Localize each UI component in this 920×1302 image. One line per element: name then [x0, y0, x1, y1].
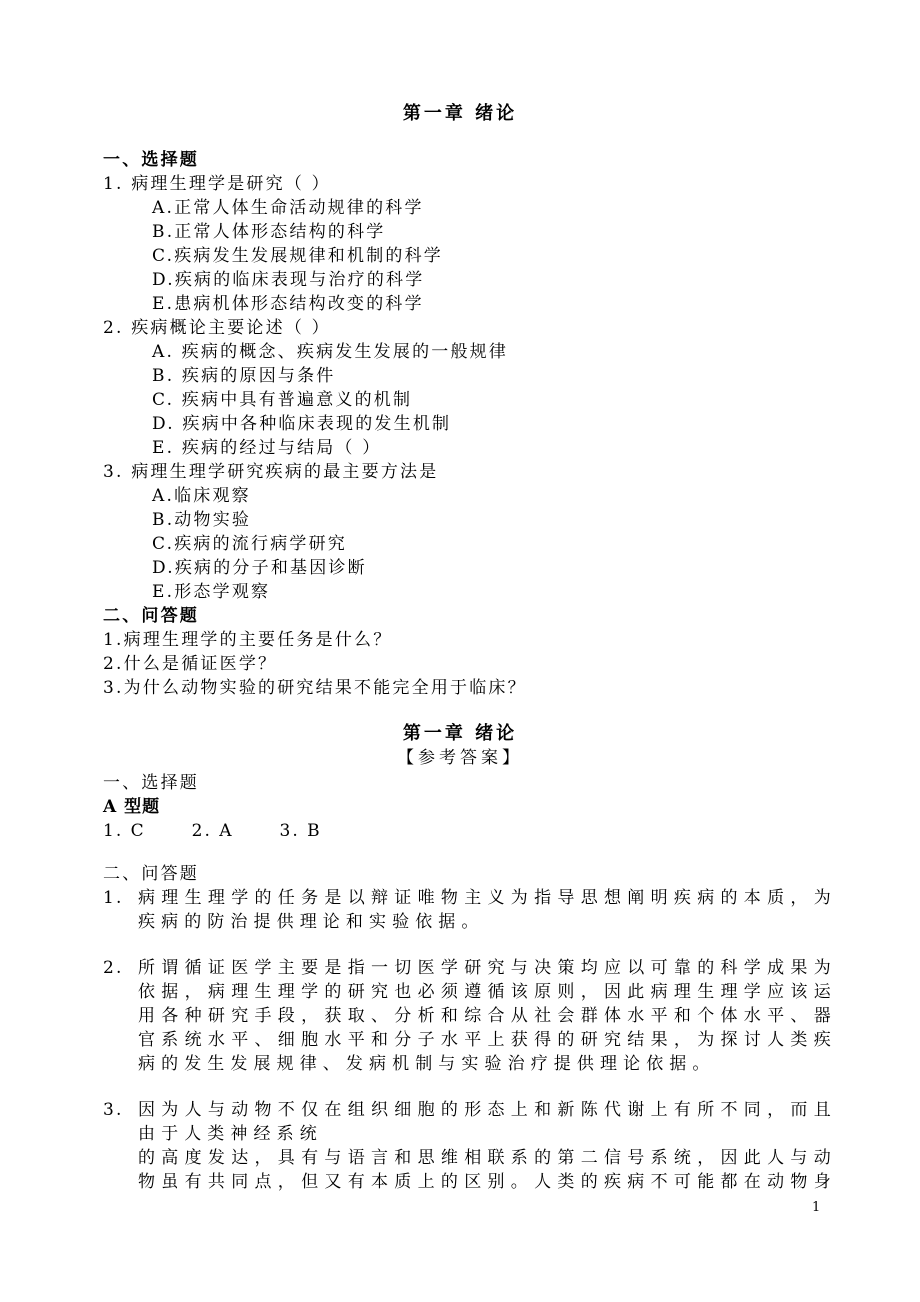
section-heading-short-answer: 二、问答题 [103, 606, 199, 626]
short-question-1: 1.病理生理学的主要任务是什么？ [103, 630, 393, 650]
question-1-option-a: A.正常人体生命活动规律的科学 [152, 198, 424, 218]
answer-3-number: 3. [103, 1100, 124, 1120]
answer-3-line-1: 因为人与动物不仅在组织细胞的形态上和新陈代谢上有所不同，而且 [138, 1100, 837, 1120]
question-3-option-e: E.形态学观察 [152, 582, 271, 602]
page-number: 1 [812, 1200, 821, 1215]
answer-3-line-4: 物虽有共同点，但又有本质上的区别。人类的疾病不可能都在动物身 [138, 1172, 837, 1192]
answers-section-heading-short: 二、问答题 [103, 864, 199, 884]
answer-2-line-4: 官系统水平、细胞水平和分子水平上获得的研究结果，为探讨人类疾 [138, 1030, 837, 1050]
answers-subtitle: 【参考答案】 [397, 748, 523, 768]
question-2-stem: 2. 疾病概论主要论述（ ） [103, 318, 331, 338]
question-1-option-c: C.疾病发生发展规律和机制的科学 [152, 246, 444, 266]
choice-answer-1: 1. C [103, 821, 146, 841]
answer-3-line-3: 的高度发达，具有与语言和思维相联系的第二信号系统，因此人与动 [138, 1148, 837, 1168]
choice-answer-row [103, 819, 322, 843]
answer-3-line-2: 由于人类神经系统 [138, 1124, 323, 1144]
answers-title: 第一章 绪论 [402, 723, 518, 744]
question-2-option-e: E. 疾病的经过与结局（ ） [152, 438, 382, 458]
question-1-stem: 1. 病理生理学是研究（ ） [103, 174, 331, 194]
question-2-option-d: D. 疾病中各种临床表现的发生机制 [152, 414, 452, 434]
short-question-2: 2.什么是循证医学？ [103, 654, 278, 674]
question-2-option-a: A. 疾病的概念、疾病发生发展的一般规律 [152, 342, 509, 362]
section-heading-choice: 一、选择题 [103, 150, 199, 170]
question-3-option-c: C.疾病的流行病学研究 [152, 534, 348, 554]
question-2-option-b: B. 疾病的原因与条件 [152, 366, 336, 386]
answer-2-line-3: 用各种研究手段，获取、分析和综合从社会群体水平和个体水平、器 [138, 1006, 837, 1026]
short-question-3: 3.为什么动物实验的研究结果不能完全用于临床？ [103, 678, 527, 698]
chapter-title: 第一章 绪论 [402, 103, 518, 124]
question-3-stem: 3. 病理生理学研究疾病的最主要方法是 [103, 462, 439, 482]
answer-1-line-1: 病理生理学的任务是以辩证唯物主义为指导思想阐明疾病的本质，为 [138, 888, 837, 908]
question-3-option-b: B.动物实验 [152, 510, 252, 530]
question-2-option-c: C. 疾病中具有普遍意义的机制 [152, 390, 413, 410]
answer-1-line-2: 疾病的防治提供理论和实验依据。 [138, 912, 485, 932]
question-1-option-b: B.正常人体形态结构的科学 [152, 222, 386, 242]
question-3-option-a: A.临床观察 [152, 486, 251, 506]
answer-2-line-1: 所谓循证医学主要是指一切医学研究与决策均应以可靠的科学成果为 [138, 958, 837, 978]
answer-2-line-5: 病的发生发展规律、发病机制与实验治疗提供理论依据。 [138, 1054, 716, 1074]
answer-2-line-2: 依据，病理生理学的研究也必须遵循该原则，因此病理生理学应该运 [138, 982, 837, 1002]
answer-1-number: 1. [103, 888, 124, 908]
choice-answer-2: 2. A [191, 821, 234, 841]
question-1-option-e: E.患病机体形态结构改变的科学 [152, 294, 424, 314]
answers-section-heading-choice: 一、选择题 [103, 773, 199, 793]
answer-2-number: 2. [103, 958, 124, 978]
question-1-option-d: D.疾病的临床表现与治疗的科学 [152, 270, 425, 290]
answers-type-heading: A 型题 [103, 797, 161, 817]
choice-answer-3: 3. B [279, 821, 322, 841]
question-3-option-d: D.疾病的分子和基因诊断 [152, 558, 367, 578]
